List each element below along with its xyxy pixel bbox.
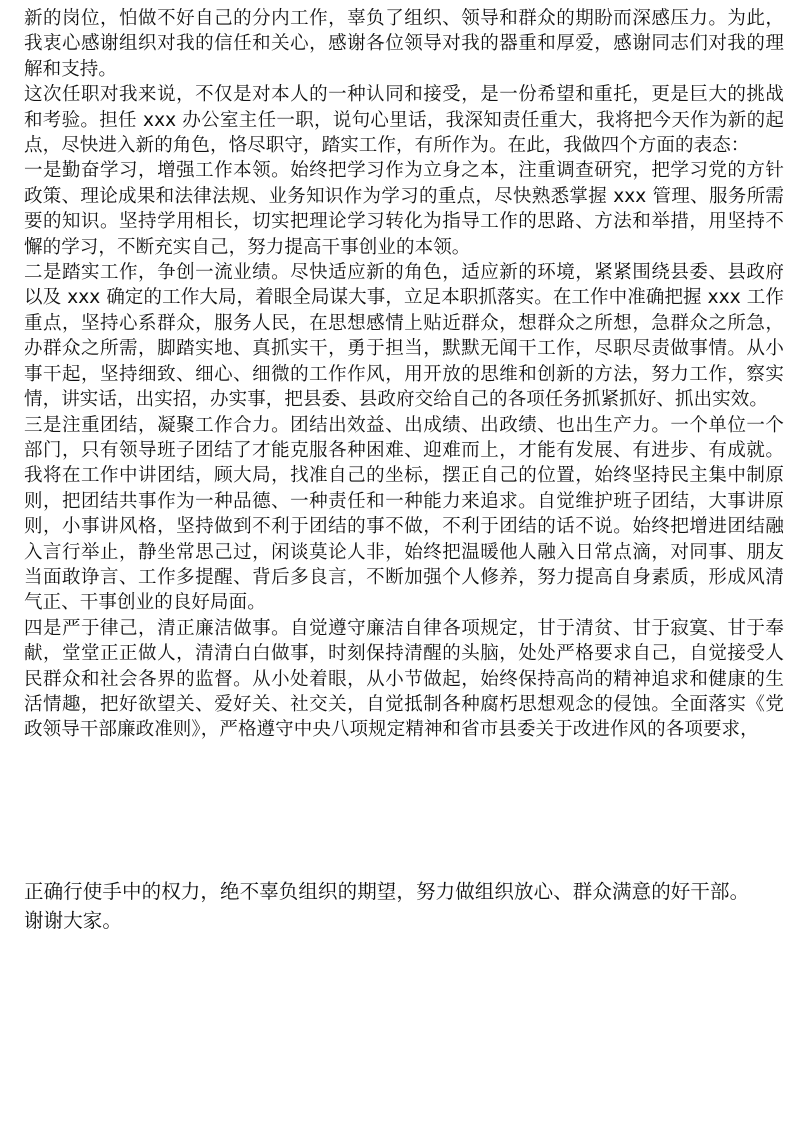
paragraph-intro: 新的岗位，怕做不好自己的分内工作，辜负了组织、领导和群众的期盼而深感压力。为此，我衷心感谢组织对我的信任和关心，感谢各位领导对我的器重和厚爱，感谢同志们对我的理解和支持。 bbox=[24, 8, 784, 80]
closing-thanks: 谢谢大家。 bbox=[24, 909, 123, 932]
document-body bbox=[24, 6, 784, 743]
closing-sentence: 正确行使手中的权力，绝不辜负组织的期望，努力做组织放心、群众满意的好干部。 bbox=[24, 880, 750, 903]
paragraph-point-three: 三是注重团结，凝聚工作合力。团结出效益、出成绩、出政绩、也出生产力。一个单位一个部门，只有领导班子团结了才能克服各种困难、迎难而上，才能有发展、有进步、有成就。我将在工作中讲团结，顾大局，找准自己的坐标，摆正自己的位置，始终坚持民主集中制原则，把团结共事作为一种品德、一种责任和一种能力来追求。自觉维护班子团结，大事讲原则，小事讲风格，坚持做到不利于团结的事不做，不利于团结的话不说。始终把增进团结融入言行举止，静坐常思己过，闲谈莫论人非，始终把温暖他人融入日常点滴，对同事、朋友当面敢诤言、工作多提醒、背后多良言，不断加强个人修养，努力提高自身素质，形成风清气正、干事创业的良好局面。 bbox=[24, 414, 784, 614]
paragraph-point-one: 一是勤奋学习，增强工作本领。始终把学习作为立身之本，注重调查研究，把学习党的方针政策、理论成果和法律法规、业务知识作为学习的重点，尽快熟悉掌握 xxx 管理、服务所需要的知识。坚持学用相长，切实把理论学习转化为指导工作的思路、方法和举措，用坚持不懈的学习，不断充实自己，努力提高干事创业的本领。 bbox=[24, 160, 784, 258]
paragraph-point-two: 二是踏实工作，争创一流业绩。尽快适应新的角色，适应新的环境，紧紧围绕县委、县政府以及 xxx 确定的工作大局，着眼全局谋大事，立足本职抓落实。在工作中准确把握 xxx 工作重点，坚持心系群众，服务人民，在思想感情上贴近群众，想群众之所想，急群众之所急，办群众之所需，脚踏实地、真抓实干，勇于担当，默默无闻干工作，尽职尽责做事情。从小事干起，坚持细致、细心、细微的工作作风，用开放的思维和创新的方法，努力工作，察实情，讲实话，出实招，办实事，把县委、县政府交给自己的各项任务抓紧抓好、抓出实效。 bbox=[24, 262, 784, 411]
closing-section bbox=[24, 877, 794, 935]
paragraph-statement: 这次任职对我来说，不仅是对本人的一种认同和接受，是一份希望和重托，更是巨大的挑战和考验。担任 xxx 办公室主任一职，说句心里话，我深知责任重大，我将把今天作为新的起点，尽快进入新的角色，恪尽职守，踏实工作，有所作为。在此，我做四个方面的表态： bbox=[24, 84, 784, 157]
paragraph-point-four: 四是严于律己，清正廉洁做事。自觉遵守廉洁自律各项规定，甘于清贫、甘于寂寞、甘于奉献，堂堂正正做人，清清白白做事，时刻保持清醒的头脑，处处严格要求自己，自觉接受人民群众和社会各界的监督。从小处着眼，从小节做起，始终保持高尚的精神追求和健康的生活情趣，把好欲望关、爱好关、社交关，自觉抵制各种腐朽思想观念的侵蚀。全面落实《党政领导干部廉政准则》，严格遵守中央八项规定精神和省市县委关于改进作风的各项要求， bbox=[24, 617, 784, 741]
